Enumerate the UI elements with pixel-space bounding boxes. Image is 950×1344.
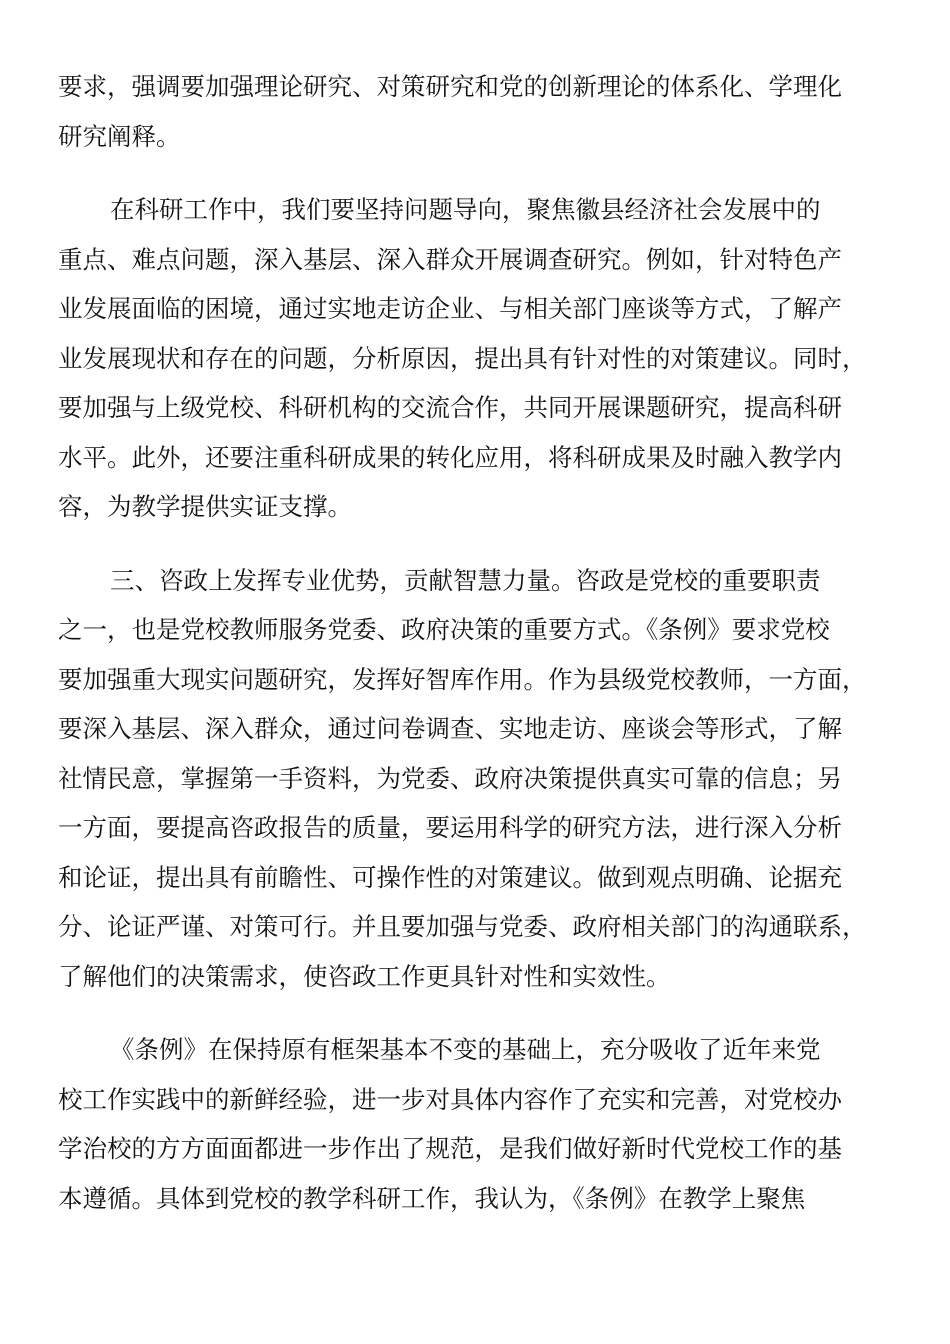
- text-line: 容，为教学提供实证支撑。: [58, 492, 352, 521]
- text-line: 校工作实践中的新鲜经验，进一步对具体内容作了充实和完善，对党校办: [58, 1084, 842, 1114]
- text-line: 在科研工作中，我们要坚持问题导向，聚焦徽县经济社会发展中的: [110, 195, 821, 224]
- paragraph-4: [58, 1025, 898, 1223]
- document-body: [58, 62, 898, 1223]
- text-line: 研究阐释。: [58, 121, 181, 151]
- text-line: 业发展面临的困境，通过实地走访企业、与相关部门座谈等方式，了解产: [58, 294, 842, 323]
- text-line: 本遵循。具体到党校的教学科研工作，我认为，《条例》在教学上聚焦: [58, 1183, 806, 1213]
- text-line: 社情民意，掌握第一手资料，为党委、政府决策提供真实可靠的信息；另: [58, 763, 842, 793]
- text-line: 要求，强调要加强理论研究、对策研究和党的创新理论的体系化、学理化: [58, 72, 842, 101]
- text-line: 要深入基层、深入群众，通过问卷调查、实地走访、座谈会等形式，了解: [58, 714, 842, 743]
- text-line: 业发展现状和存在的问题，分析原因，提出具有针对性的对策建议。同时，: [58, 343, 867, 373]
- paragraph-spacer: [58, 161, 898, 185]
- paragraph-spacer: [58, 532, 898, 556]
- paragraph-2: [58, 185, 898, 532]
- text-line: 要加强重大现实问题研究，发挥好智库作用。作为县级党校教师，一方面，: [58, 664, 867, 694]
- text-line: 《条例》在保持原有框架基本不变的基础上，充分吸收了近年来党: [110, 1035, 821, 1064]
- paragraph-1: [58, 62, 898, 161]
- text-line: 了解他们的决策需求，使咨政工作更具针对性和实效性。: [58, 961, 671, 991]
- paragraph-3: [58, 556, 898, 1002]
- text-line: 三、咨政上发挥专业优势，贡献智慧力量。咨政是党校的重要职责: [110, 565, 821, 595]
- text-line: 之一，也是党校教师服务党委、政府决策的重要方式。《条例》要求党校: [58, 615, 830, 644]
- text-line: 要加强与上级党校、科研机构的交流合作，共同开展课题研究，提高科研: [58, 393, 842, 422]
- text-line: 水平。此外，还要注重科研成果的转化应用，将科研成果及时融入教学内: [58, 442, 842, 472]
- text-line: 和论证，提出具有前瞻性、可操作性的对策建议。做到观点明确、论据充: [58, 862, 842, 892]
- text-line: 一方面，要提高咨政报告的质量，要运用科学的研究方法，进行深入分析: [58, 813, 842, 842]
- text-line: 分、论证严谨、对策可行。并且要加强与党委、政府相关部门的沟通联系，: [58, 912, 867, 941]
- text-line: 重点、难点问题，深入基层、深入群众开展调查研究。例如，针对特色产: [58, 244, 842, 274]
- text-line: 学治校的方方面面都进一步作出了规范，是我们做好新时代党校工作的基: [58, 1134, 842, 1163]
- paragraph-spacer: [58, 1001, 898, 1025]
